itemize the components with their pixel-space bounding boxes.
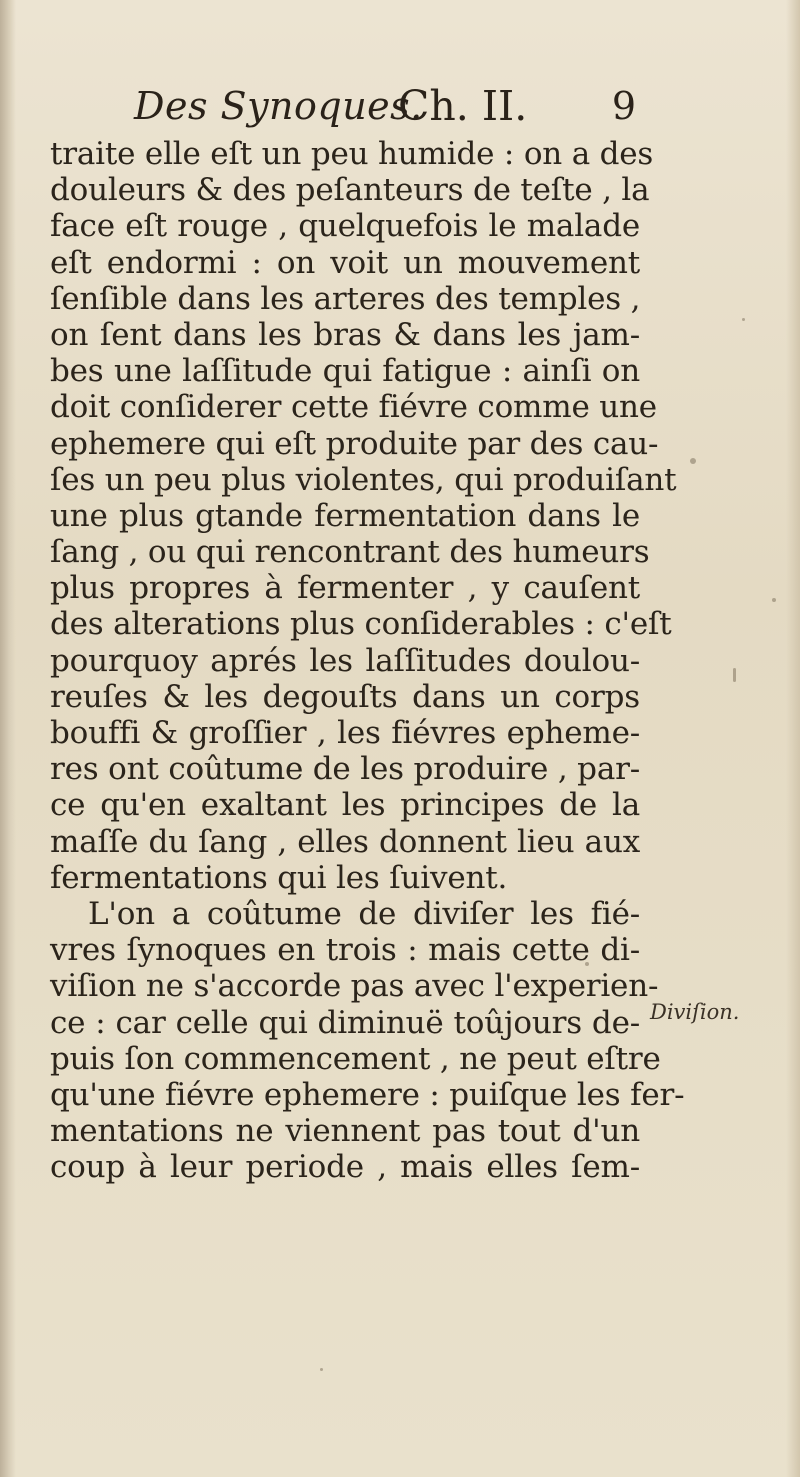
text-line: mentations ne viennent pas tout d'un xyxy=(50,1113,640,1150)
text-line: puis ſon commencement , ne peut eſtre xyxy=(50,1040,661,1077)
running-head-chapter: Ch. II. xyxy=(398,82,528,130)
text-line: viſion ne s'accorde pas avec l'experien- xyxy=(50,968,659,1005)
text-line: ſes un peu plus violentes, qui produiſant xyxy=(50,461,677,498)
paper-speck xyxy=(733,668,736,682)
text-line: bouffi & groſſier , les fiévres epheme- xyxy=(50,715,640,751)
text-line: douleurs & des peſanteurs de teſte , la xyxy=(50,172,650,209)
text-line: reuſes & les degouſts dans un corps xyxy=(50,678,640,715)
text-line: on ſent dans les bras & dans les jam- xyxy=(50,316,640,353)
paper-speck xyxy=(742,318,745,321)
paper-speck xyxy=(690,458,696,464)
text-line: maſſe du ſang , elles donnent lieu aux xyxy=(50,823,640,860)
text-line: eſt endormi : on voit un mouvement xyxy=(50,244,640,281)
text-line: ephemere qui eſt produite par des cau- xyxy=(50,425,659,462)
page-edge-shadow xyxy=(786,0,800,1477)
text-line: ce qu'en exaltant les principes de la xyxy=(50,787,640,824)
paper-speck xyxy=(320,1368,323,1371)
text-line: bes une laſſitude qui fatigue : ainſi on xyxy=(50,353,640,390)
text-line: doit conſiderer cette fiévre comme une xyxy=(50,389,657,426)
text-line: face eſt rouge , quelquefois le malade xyxy=(50,208,640,245)
page-gutter-shadow xyxy=(0,0,16,1477)
text-line: vres ſynoques en trois : mais cette di- xyxy=(50,932,640,969)
text-line: ce : car celle qui diminuë toûjours de- xyxy=(50,1004,640,1041)
paper-speck xyxy=(585,962,589,966)
text-line: traite elle eſt un peu humide : on a des xyxy=(50,136,654,172)
body-text xyxy=(50,136,685,1186)
paper-speck xyxy=(772,598,776,602)
text-line: ſang , ou qui rencontrant des humeurs xyxy=(50,534,650,571)
text-line: coup à leur periode , mais elles ſem- xyxy=(50,1149,640,1186)
text-line: fermentations qui les ſuivent. xyxy=(50,859,508,896)
text-line: ſenſible dans les arteres des temples , xyxy=(50,280,641,317)
text-line: L'on a coûtume de diviſer les fié- xyxy=(88,895,640,932)
running-head-title: Des Synoques. xyxy=(134,84,423,128)
running-head xyxy=(126,82,636,134)
text-line: pourquoy aprés les laſſitudes doulou- xyxy=(50,642,640,679)
margin-note: Diviſion. xyxy=(650,1000,740,1024)
text-line: des alterations plus conſiderables : c'eſt xyxy=(50,606,672,643)
page-number: 9 xyxy=(611,84,636,128)
text-line: res ont coûtume de les produire , par- xyxy=(50,751,640,788)
text-line: une plus gtande fermentation dans le xyxy=(50,497,640,534)
text-line: plus propres à fermenter , y cauſent xyxy=(50,570,640,607)
text-line: qu'une fiévre ephemere : puiſque les fer- xyxy=(50,1076,685,1113)
